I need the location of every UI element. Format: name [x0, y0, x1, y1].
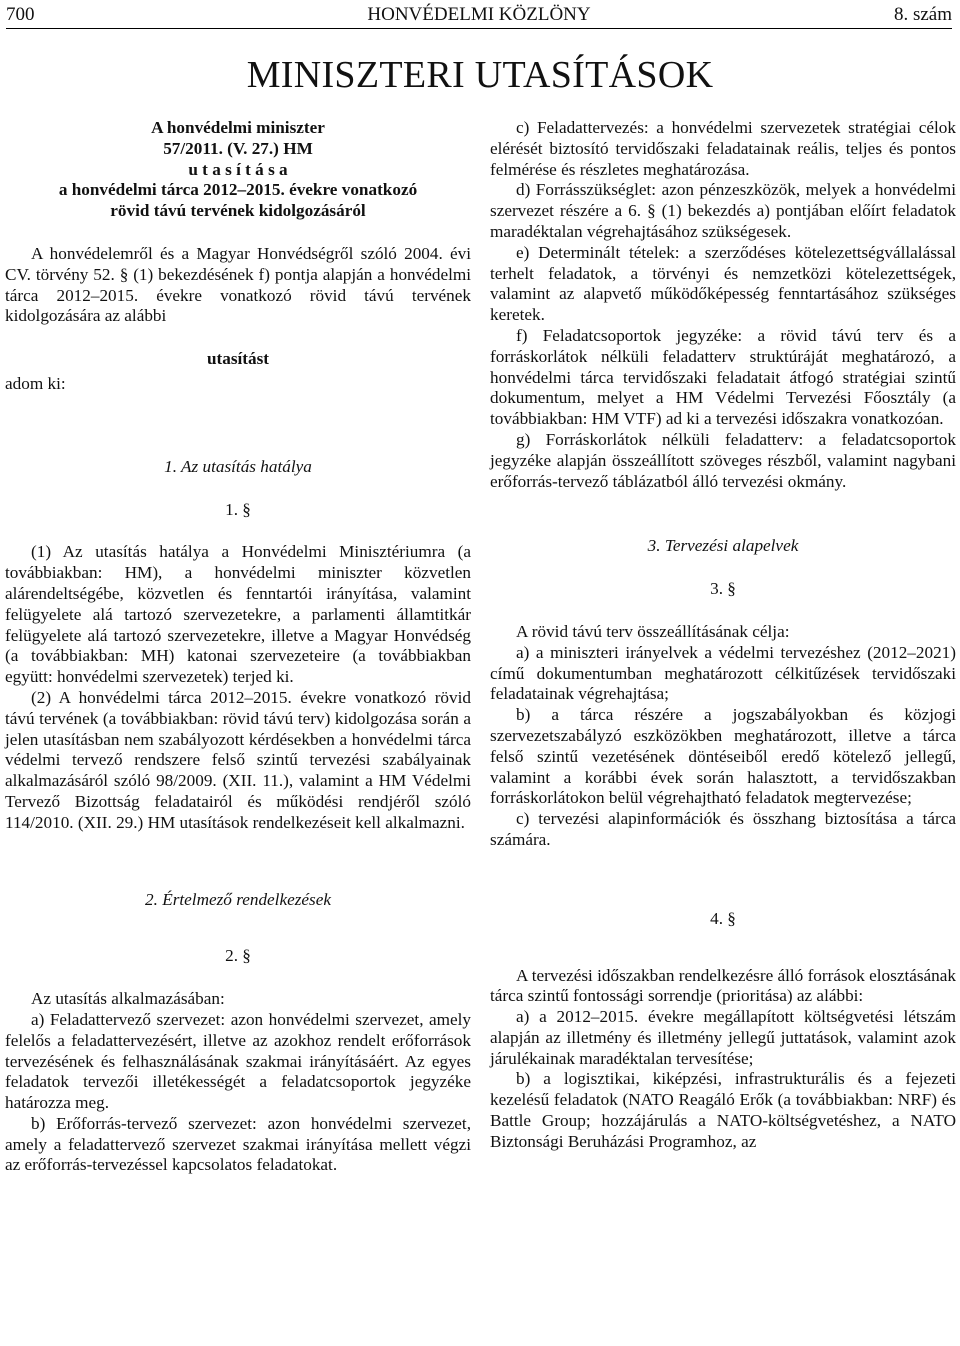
journal-title: HONVÉDELMI KÖZLÖNY	[367, 4, 591, 25]
section-title: MINISZTERI UTASÍTÁSOK	[246, 54, 714, 96]
instruction-number: 57/2011. (V. 27.) HM	[163, 138, 313, 158]
priority-a: a) a 2012–2015. évekre megállapított költségvetési létszám alapján az illetmény és illetmény jellegű juttatások, valamint azok járulékainak maradéktalan tervesítése;	[490, 1007, 956, 1068]
planning-goal-a: a) a miniszteri irányelvek a védelmi tervezéshez (2012–2021) című dokumentumban meghatározott célkitűzések tervidőszaki feladatainak végrehajtása;	[490, 642, 956, 704]
definition-b: b) Erőforrás-tervező szervezet: azon honvédelmi szervezet, amely a feladattervező szervezet szakmai irányítása mellett végzi az erőforrás-tervezéssel kapcsolatos feladatokat.	[5, 1113, 471, 1175]
definition-a: a) Feladattervező szervezet: azon honvédelmi szervezet, amely felelős a feladattervezésért, illetve az azokhoz rendelt erőforrások tervezésének és felhasználásának szakmai irányításáért. Az egyes feladatok tervezői illetékességét a feladatcsoportok jegyzéke határozza meg.	[5, 1009, 471, 1113]
chapter-3-heading: 3. Tervezési alapelvek	[647, 536, 799, 556]
adom-ki: adom ki:	[5, 373, 66, 393]
definition-d: d) Forrásszükséglet: azon pénzeszközök, melyek a honvédelmi szervezet részére a 6. § (1) bekezdés a) pontjában előírt feladatok maradéktalan végrehajtásához szükségesek.	[490, 180, 956, 241]
planning-goal-c: c) tervezési alapinformációk és összhang biztosítása a tárca számára.	[490, 809, 956, 849]
paragraph-1-number: 1. §	[225, 499, 251, 519]
instruction-issuer: A honvédelmi miniszter	[151, 118, 325, 137]
page-header	[6, 2, 952, 29]
left-column	[5, 118, 471, 1176]
chapter-2-heading: 2. Értelmező rendelkezések	[145, 889, 331, 909]
page-number: 700	[6, 4, 35, 25]
paragraph-2-number: 2. §	[225, 946, 251, 966]
priority-intro: A tervezési időszakban rendelkezésre álló források elosztásának tárca szintű fontossági sorrendje (prioritása) az alábbi:	[490, 965, 956, 1006]
issue-number: 8. szám	[893, 4, 952, 25]
preamble: A honvédelemről és a Magyar Honvédségről szóló 2004. évi CV. törvény 52. § (1) bekezdésének f) pontja alapján a honvédelmi tárca 2012–2015. évekre vonatkozó rövid távú tervének kidolgozására az alábbi	[5, 243, 471, 326]
definition-g: g) Forráskorlátok nélküli feladatterv: a feladatcsoportok jegyzéke alapján összeállított szöveges részből, valamint nagybani erőforrás-tervező táblázatból álló tervezési okmány.	[490, 429, 956, 491]
definition-c: c) Feladattervezés: a honvédelmi szervezetek stratégiai célok elérését biztosító tervidőszaki feladatainak reális, teljes és pontos felmérése és részletes meghatározása.	[490, 118, 956, 179]
paragraph-4-number: 4. §	[710, 908, 736, 928]
instruction-kind: u t a s í t á s a	[188, 159, 288, 179]
paragraph-1-2: (2) A honvédelmi tárca 2012–2015. évekre vonatkozó rövid távú tervének (a továbbiakban: rövid távú terv) kidolgozása során a jelen utasításban nem szabályozott kérdésekben a honvédelmi tárca védelmi tervező rendszere felső szintű tervezési szabályainak alkalmazásáról szóló 98/2009. (XII. 11.), valamint a HM Védelmi Tervező Bizottság feladatairól és működési rendjéről szóló 114/2010. (XII. 29.) HM utasítások rendelkezéseit kell alkalmazni.	[5, 687, 471, 832]
instruction-title-line1: a honvédelmi tárca 2012–2015. évekre vonatkozó	[58, 180, 418, 200]
definition-f: f) Feladatcsoportok jegyzéke: a rövid távú terv és a forráskorlátok nélküli feladatterv struktúráját meghatározó, a honvédelmi tárca tervidőszaki feladatait átfogó stratégiai szintű dokumentum, melyet a HM Védelmi Tervezési Főosztály (a továbbiakban: HM VTF) ad ki a tervezési időszakra vonatkozóan.	[490, 325, 956, 429]
chapter-1-heading: 1. Az utasítás hatálya	[164, 456, 312, 476]
paragraph-1-1: (1) Az utasítás hatálya a Honvédelmi Minisztériumra (a továbbiakban: HM), a honvédelmi miniszter közvetlen alárendeltségébe, közvetlen és fenntartói irányítása, valamint felügyelete alá tartozó szervezetekre, a parlamenti államtitkár felügyelete alá tartozó szervezetekre, illetve a Magyar Honvédség (a továbbiakban: MH) katonai szervezeteire (a továbbiakban együtt: honvédelmi szervezetek) terjed ki.	[5, 542, 471, 687]
planning-goal-b: b) a tárca részére a jogszabályokban és közjogi szervezetszabályzó eszközökben meghatározott, illetve a tárca felső szintű vezetésének döntéseiből eredő kötelező jellegű, valamint a korábbi évek során halasztott, a tervidőszakban forráskorlátokon belül végrehajtható feladatok megtervezése;	[490, 705, 956, 808]
planning-goal-intro: A rövid távú terv összeállításának célja:	[516, 621, 790, 641]
right-column	[490, 118, 956, 1153]
definitions-intro: Az utasítás alkalmazásában:	[31, 989, 225, 1009]
instruction-title-line2: rövid távú tervének kidolgozásáról	[110, 201, 366, 221]
priority-b: b) a logisztikai, kiképzési, infrastrukturális és a fejezeti kezelésű feladatok (NATO Reagáló Erők (a továbbiakban: NRF) és Battle Group; hozzájárulás a NATO-költségvetéshez, a NATO Biztonsági Beruházási Programhoz, az	[490, 1069, 956, 1151]
paragraph-3-number: 3. §	[710, 579, 736, 599]
utasitast-label: utasítást	[206, 349, 270, 369]
definition-e: e) Determinált tételek: a szerződéses kötelezettségvállalással terhelt feladatok, a törvényi és nemzetközi kötelezettségek, valamint az alapvető működőképesség fenntartásához szükséges keretek.	[490, 242, 956, 325]
